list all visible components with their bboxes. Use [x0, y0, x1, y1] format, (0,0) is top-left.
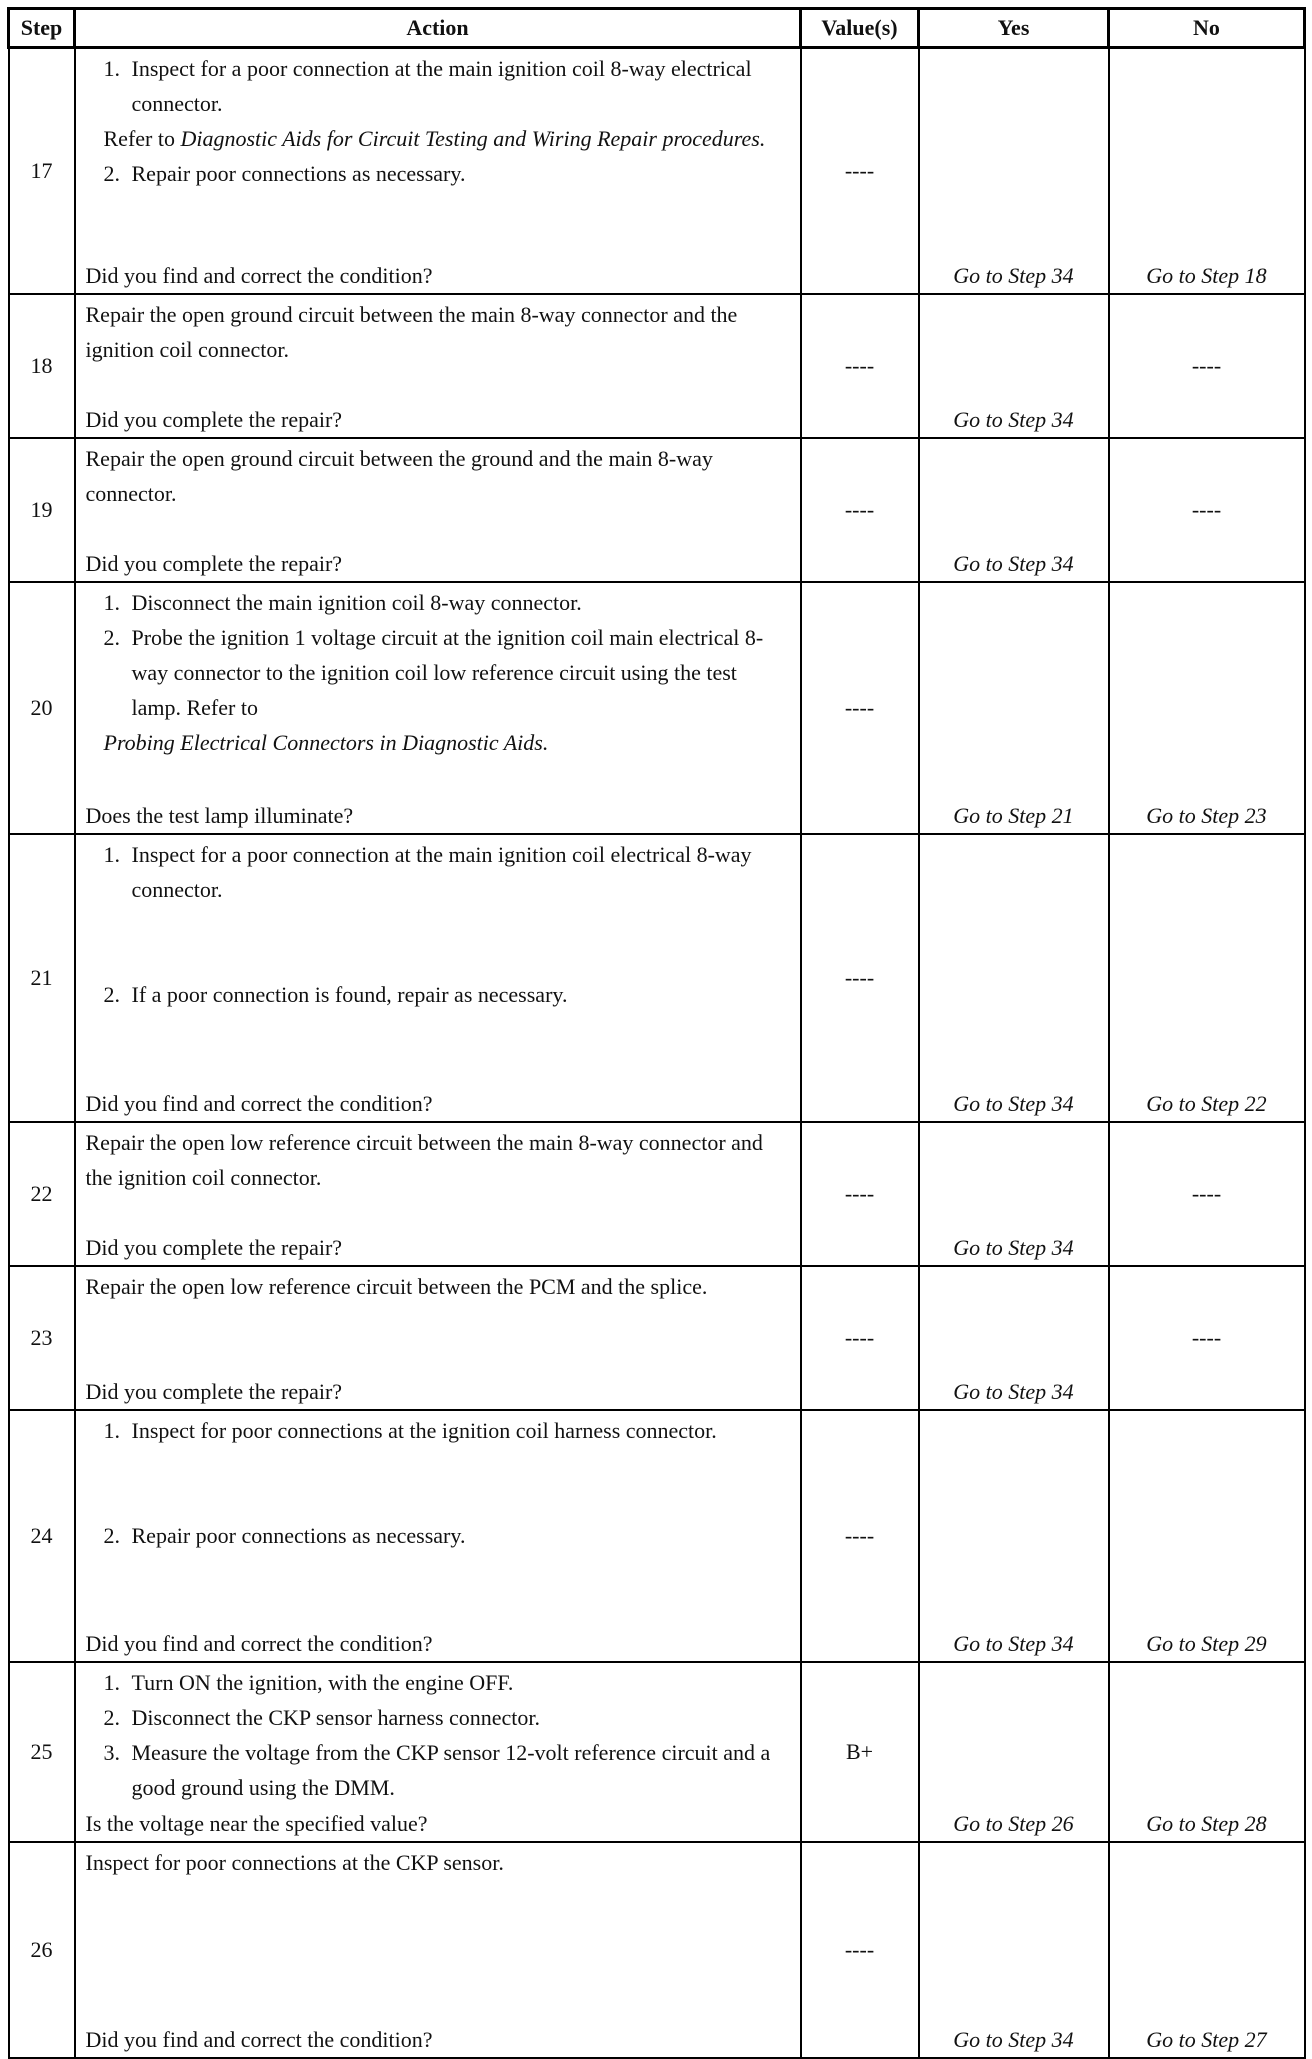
yes-cell	[919, 834, 1109, 1122]
step-number: 18	[9, 294, 75, 438]
action-item: 2. Repair poor connections as necessary.	[103, 1522, 466, 1548]
step-number: 22	[9, 1122, 75, 1266]
question-text: Is the voltage near the specified value?	[85, 1810, 428, 1836]
no-goto: Go to Step 27	[1146, 2026, 1267, 2052]
yes-cell	[919, 294, 1109, 438]
value-cell: ----	[801, 438, 919, 582]
header-no: No	[1109, 9, 1305, 48]
yes-cell	[919, 1266, 1109, 1410]
no-cell: ----	[1109, 1122, 1305, 1266]
yes-goto: Go to Step 34	[953, 2026, 1074, 2052]
action-cell	[75, 582, 801, 834]
no-cell	[1109, 1842, 1305, 2058]
step-number: 23	[9, 1266, 75, 1410]
no-goto: Go to Step 28	[1146, 1810, 1267, 1836]
step-number: 21	[9, 834, 75, 1122]
action-cell	[75, 1662, 801, 1842]
question-text: Did you complete the repair?	[85, 1378, 343, 1404]
action-cell	[75, 1122, 801, 1266]
no-goto: Go to Step 23	[1146, 802, 1267, 828]
no-cell	[1109, 582, 1305, 834]
yes-goto: Go to Step 34	[953, 1090, 1074, 1116]
action-text: Repair the open ground circuit between the ground and the main 8-way connector.	[85, 445, 713, 506]
table-row	[9, 48, 1305, 294]
action-cell	[75, 1266, 801, 1410]
yes-goto: Go to Step 26	[953, 1810, 1074, 1836]
no-cell: ----	[1109, 438, 1305, 582]
action-item: 1. Inspect for a poor connection at the main ignition coil electrical 8-way connector.	[103, 841, 752, 902]
value-cell: B+	[801, 1662, 919, 1842]
yes-goto: Go to Step 34	[953, 262, 1074, 288]
question-text: Did you complete the repair?	[85, 406, 343, 432]
no-goto: Go to Step 29	[1146, 1630, 1267, 1656]
step-number: 24	[9, 1410, 75, 1662]
reference-link: Diagnostic Aids for Circuit Testing and Wiring Repair procedures.	[180, 126, 766, 151]
table-row	[9, 1662, 1305, 1842]
table-row	[9, 1122, 1305, 1266]
action-cell	[75, 48, 801, 294]
action-cell	[75, 1842, 801, 2058]
no-cell	[1109, 834, 1305, 1122]
value-cell: ----	[801, 294, 919, 438]
header-action: Action	[75, 9, 801, 48]
value-cell: ----	[801, 1842, 919, 2058]
action-item: 3. Measure the voltage from the CKP sensor 12-volt reference circuit and a good ground using the DMM.	[103, 1739, 771, 1800]
no-goto: Go to Step 22	[1146, 1090, 1267, 1116]
step-number: 19	[9, 438, 75, 582]
step-number: 25	[9, 1662, 75, 1842]
header-step: Step	[9, 9, 75, 48]
action-item: 1. Inspect for poor connections at the ignition coil harness connector.	[103, 1417, 717, 1443]
yes-goto: Go to Step 34	[953, 550, 1074, 576]
question-text: Did you find and correct the condition?	[85, 1090, 433, 1116]
no-cell: ----	[1109, 294, 1305, 438]
action-item: 2. Disconnect the CKP sensor harness connector.	[103, 1704, 541, 1730]
action-cell	[75, 834, 801, 1122]
value-cell: ----	[801, 48, 919, 294]
step-number: 26	[9, 1842, 75, 2058]
value-cell: ----	[801, 582, 919, 834]
action-item: 2. Repair poor connections as necessary.	[103, 161, 466, 186]
action-text: Repair the open low reference circuit between the PCM and the splice.	[85, 1273, 708, 1299]
yes-goto: Go to Step 34	[953, 1630, 1074, 1656]
table-row	[9, 1842, 1305, 2058]
value-cell: ----	[801, 1266, 919, 1410]
no-cell: ----	[1109, 1266, 1305, 1410]
question-text: Did you find and correct the condition?	[85, 1630, 433, 1656]
yes-cell	[919, 582, 1109, 834]
value-cell: ----	[801, 1122, 919, 1266]
no-cell	[1109, 48, 1305, 294]
action-cell	[75, 438, 801, 582]
value-cell: ----	[801, 1410, 919, 1662]
yes-goto: Go to Step 34	[953, 406, 1074, 432]
question-text: Did you complete the repair?	[85, 1234, 343, 1260]
table-row	[9, 438, 1305, 582]
table-row	[9, 582, 1305, 834]
no-goto: Go to Step 18	[1146, 262, 1267, 288]
action-item: 1. Disconnect the main ignition coil 8-way connector.	[103, 589, 582, 615]
diagnostic-table	[7, 7, 1306, 2059]
action-item: 1. Inspect for a poor connection at the main ignition coil 8-way electrical connector. Refer to Diagnostic Aids for Circuit Testing and Wiring Repair procedures.	[103, 56, 766, 151]
yes-cell	[919, 1122, 1109, 1266]
step-number: 20	[9, 582, 75, 834]
yes-goto: Go to Step 21	[953, 802, 1074, 828]
yes-cell	[919, 1410, 1109, 1662]
action-item: 2. If a poor connection is found, repair as necessary.	[103, 981, 568, 1007]
yes-cell	[919, 1842, 1109, 2058]
yes-cell	[919, 438, 1109, 582]
yes-goto: Go to Step 34	[953, 1234, 1074, 1260]
value-cell: ----	[801, 834, 919, 1122]
action-text: Inspect for poor connections at the CKP sensor.	[85, 1849, 504, 1875]
question-text: Did you find and correct the condition?	[85, 2026, 433, 2052]
question-text: Did you complete the repair?	[85, 550, 343, 576]
table-row	[9, 294, 1305, 438]
step-number: 17	[9, 48, 75, 294]
yes-cell	[919, 48, 1109, 294]
yes-cell	[919, 1662, 1109, 1842]
header-row	[9, 9, 1305, 48]
action-cell	[75, 1410, 801, 1662]
action-item: 1. Turn ON the ignition, with the engine OFF.	[103, 1669, 514, 1695]
table-row	[9, 1266, 1305, 1410]
action-item: 2. Probe the ignition 1 voltage circuit at the ignition coil main electrical 8-way connector to the ignition coil low reference circuit using the test lamp. Refer to Probing Electrical Connectors in Diagnostic Aids.	[86, 620, 792, 760]
table-row	[9, 1410, 1305, 1662]
action-cell	[75, 294, 801, 438]
action-text: Repair the open ground circuit between the main 8-way connector and the ignition coil connector.	[85, 301, 738, 362]
action-text: Repair the open low reference circuit between the main 8-way connector and the ignition coil connector.	[85, 1129, 763, 1190]
question-text: Did you find and correct the condition?	[85, 262, 433, 288]
no-cell	[1109, 1662, 1305, 1842]
header-yes: Yes	[919, 9, 1109, 48]
yes-goto: Go to Step 34	[953, 1378, 1074, 1404]
question-text: Does the test lamp illuminate?	[85, 802, 354, 828]
reference-link: Probing Electrical Connectors in Diagnostic Aids.	[103, 729, 549, 755]
table-row	[9, 834, 1305, 1122]
no-cell	[1109, 1410, 1305, 1662]
header-values: Value(s)	[801, 9, 919, 48]
